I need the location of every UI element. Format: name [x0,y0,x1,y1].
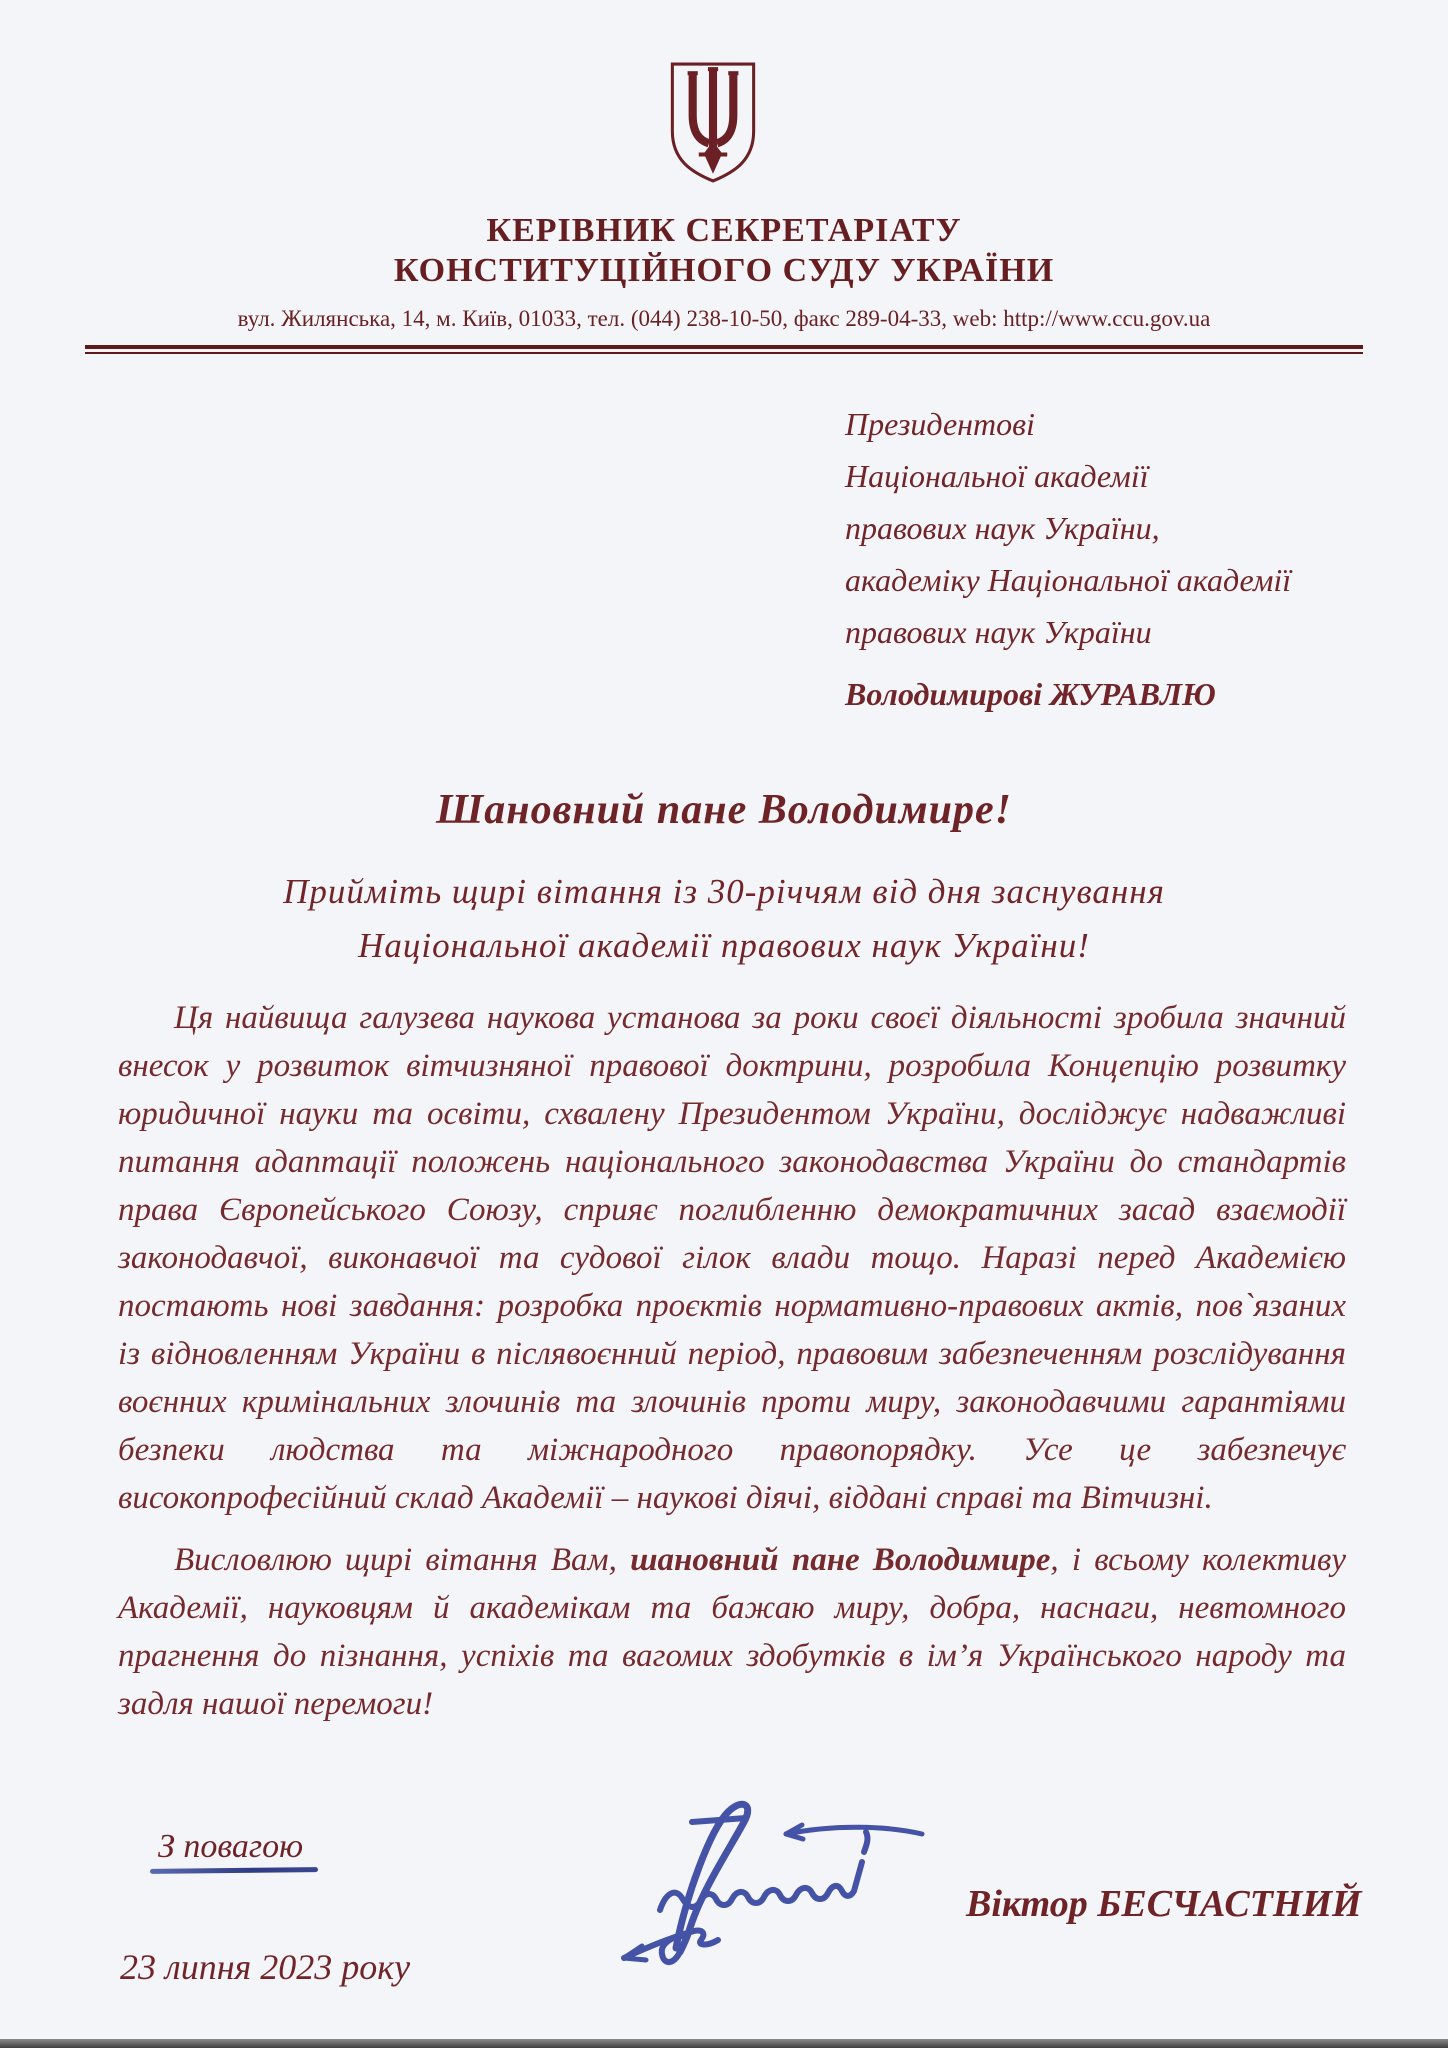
pen-underline [150,1867,318,1874]
greeting-line2: Національної академії правових наук України! [358,926,1090,965]
greeting-line1: Прийміть щирі вітання із 30-річчям від дня заснування [283,872,1165,911]
paragraph2-text: , і всьому колективу Академії, науковцям й академікам та бажаю миру, добра, наснаги, невтомного прагнення до пізнання, успіхів та вагомих здобутків в ім’я Українського народу та задля нашої перемоги! [118,1542,1347,1722]
addressee-line: Президентові [845,406,1035,442]
body-paragraph-2 [118,1536,1346,1728]
scan-edge [0,2039,1448,2048]
paragraph2-text: Висловлюю щирі вітання Вам, [174,1542,631,1578]
letter-date: 23 липня 2023 року [120,1947,411,1987]
addressee-line: Національної академії [845,458,1149,494]
letter-body [118,994,1346,1728]
salutation: Шановний пане Володимире! [435,787,1012,833]
handwritten-signature-icon [588,1778,948,1983]
ukraine-trident-emblem-icon [665,60,761,186]
letterhead-title-line1: КЕРІВНИК СЕКРЕТАРІАТУ [486,212,962,249]
addressee-block [845,398,1365,720]
paragraph2-bold-text: шановний пане Володимире [630,1542,1051,1578]
signer-name: Віктор БЕСЧАСТНИЙ [966,1883,1362,1925]
closing-phrase: З повагою [158,1828,304,1865]
addressee-line: правових наук України [845,614,1152,650]
letterhead-title-line2: КОНСТИТУЦІЙНОГО СУДУ УКРАЇНИ [393,252,1055,289]
letterhead-divider [85,345,1363,354]
addressee-line: правових наук України, [845,510,1160,546]
letterhead-address: вул. Жилянська, 14, м. Київ, 01033, тел. (044) 238-10-50, факс 289-04-33, web: http://www.ccu.gov.ua [237,306,1211,331]
addressee-name: Володимирові ЖУРАВЛЮ [845,676,1216,712]
addressee-line: академіку Національної академії [845,562,1292,598]
body-paragraph-1: Ця найвища галузева наукова установа за роки своєї діяльності зробила значний внесок у розвиток вітчизняної правової доктрини, розробила Концепцію розвитку юридичної науки та освіти, схвалену Президентом України, досліджує надважливі питання адаптації положень національного законодавства України до стандартів права Європейського Союзу, сприяє поглибленню демократичних засад взаємодії законодавчої, виконавчої та судової гілок влади тощо. Наразі перед Академією постають нові завдання: розробка проєктів нормативно-правових актів, пов`язаних із відновленням України в післявоєнний період, правовим забезпеченням розслідування воєнних кримінальних злочинів та злочинів проти миру, законодавчими гарантіями безпеки людства та міжнародного правопорядку. Усе це забезпечує високопрофесійний склад Академії – наукові діячі, віддані справі та Вітчизні. [118,1000,1346,1516]
